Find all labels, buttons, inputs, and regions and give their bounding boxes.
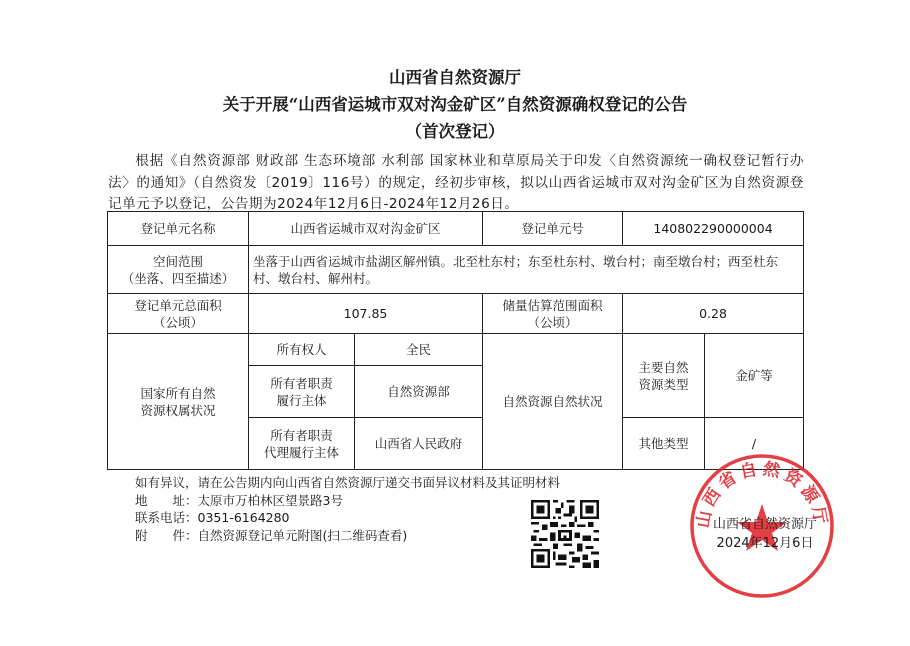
duty-value: 自然资源部	[355, 366, 483, 418]
ownership-label-line1: 国家所有自然	[140, 385, 216, 401]
main-type-label-line2: 资源类型	[638, 376, 689, 392]
attachment-label: 附 件：	[135, 527, 198, 543]
agent-label	[249, 418, 355, 470]
agent-label-line2: 代理履行主体	[263, 444, 339, 460]
reserve-area-label	[483, 294, 623, 334]
table-row	[108, 246, 804, 294]
phone-value: 0351-6164280	[197, 510, 290, 525]
duty-label-line1: 所有者职责	[270, 375, 333, 391]
address-value: 太原市万柏林区望景路3号	[197, 492, 343, 508]
unit-name-label: 登记单元名称	[108, 212, 249, 246]
reserve-area-label-line1: 储量估算范围面积	[502, 297, 603, 313]
intro-paragraph: 根据《自然资源部 财政部 生态环境部 水利部 国家林业和草原局关于印发〈自然资源统一确权登记暂行办法〉的通知》（自然资发〔2019〕116号）的规定，经初步审核，拟以山西省运城市双对沟金矿区为自然资源登记单元予以登记，公告期为2024年12月6日-2024年12月26日。	[108, 153, 804, 212]
seal-text: 山西省自然资源厅	[693, 459, 831, 530]
registration-table	[107, 211, 804, 470]
address-label: 地 址：	[135, 492, 198, 508]
main-type-label	[623, 334, 705, 418]
owner-value: 全民	[355, 334, 483, 366]
announcement-subtitle: （首次登记）	[405, 122, 505, 141]
total-area-label-line2: （公顷）	[152, 314, 203, 330]
agent-value: 山西省人民政府	[355, 418, 483, 470]
unit-no-label: 登记单元号	[483, 212, 623, 246]
total-area-label	[108, 294, 249, 334]
reserve-area-value: 0.28	[623, 294, 804, 334]
duty-label	[249, 366, 355, 418]
reserve-area-label-line2: （公顷）	[527, 314, 578, 330]
signature-date: 2024年12月6日	[716, 536, 814, 551]
announcement-title: 关于开展“山西省运城市双对沟金矿区”自然资源确权登记的公告	[222, 95, 688, 114]
table-row	[108, 334, 804, 366]
agent-label-line1: 所有者职责	[270, 427, 333, 443]
other-type-value: /	[705, 418, 804, 470]
qr-code-icon[interactable]	[531, 500, 599, 568]
phone-label: 联系电话：	[135, 510, 198, 525]
space-label-line2: （坐落、四至描述）	[121, 270, 235, 286]
total-area-value: 107.85	[249, 294, 483, 334]
space-value: 坐落于山西省运城市盐湖区解州镇。北至杜东村；东至杜东村、墩台村；南至墩台村；西至杜东村、墩台村、解州村。	[249, 246, 804, 294]
agency-title: 山西省自然资源厅	[389, 68, 521, 87]
main-type-label-line1: 主要自然	[638, 359, 689, 375]
total-area-label-line1: 登记单元总面积	[134, 297, 222, 313]
attachment-value: 自然资源登记单元附图(扫二维码查看)	[197, 527, 408, 543]
signature-block	[690, 515, 840, 553]
unit-no-value: 140802290000004	[623, 212, 804, 246]
signature-issuer: 山西省自然资源厅	[712, 517, 817, 532]
intro-section	[108, 151, 804, 216]
space-label	[108, 246, 249, 294]
other-type-label: 其他类型	[623, 418, 705, 470]
owner-label: 所有权人	[249, 334, 355, 366]
table-row	[108, 212, 804, 246]
table-row	[108, 294, 804, 334]
unit-name-value: 山西省运城市双对沟金矿区	[249, 212, 483, 246]
duty-label-line2: 履行主体	[276, 392, 327, 408]
ownership-label-line2: 资源权属状况	[140, 402, 216, 418]
main-type-value: 金矿等	[705, 334, 804, 418]
objection-note: 如有异议，请在公告期内向山西省自然资源厅递交书面异议材料及其证明材料	[135, 475, 561, 490]
space-label-line1: 空间范围	[152, 253, 203, 269]
natural-status-label: 自然资源自然状况	[483, 334, 623, 470]
ownership-label	[108, 334, 249, 470]
